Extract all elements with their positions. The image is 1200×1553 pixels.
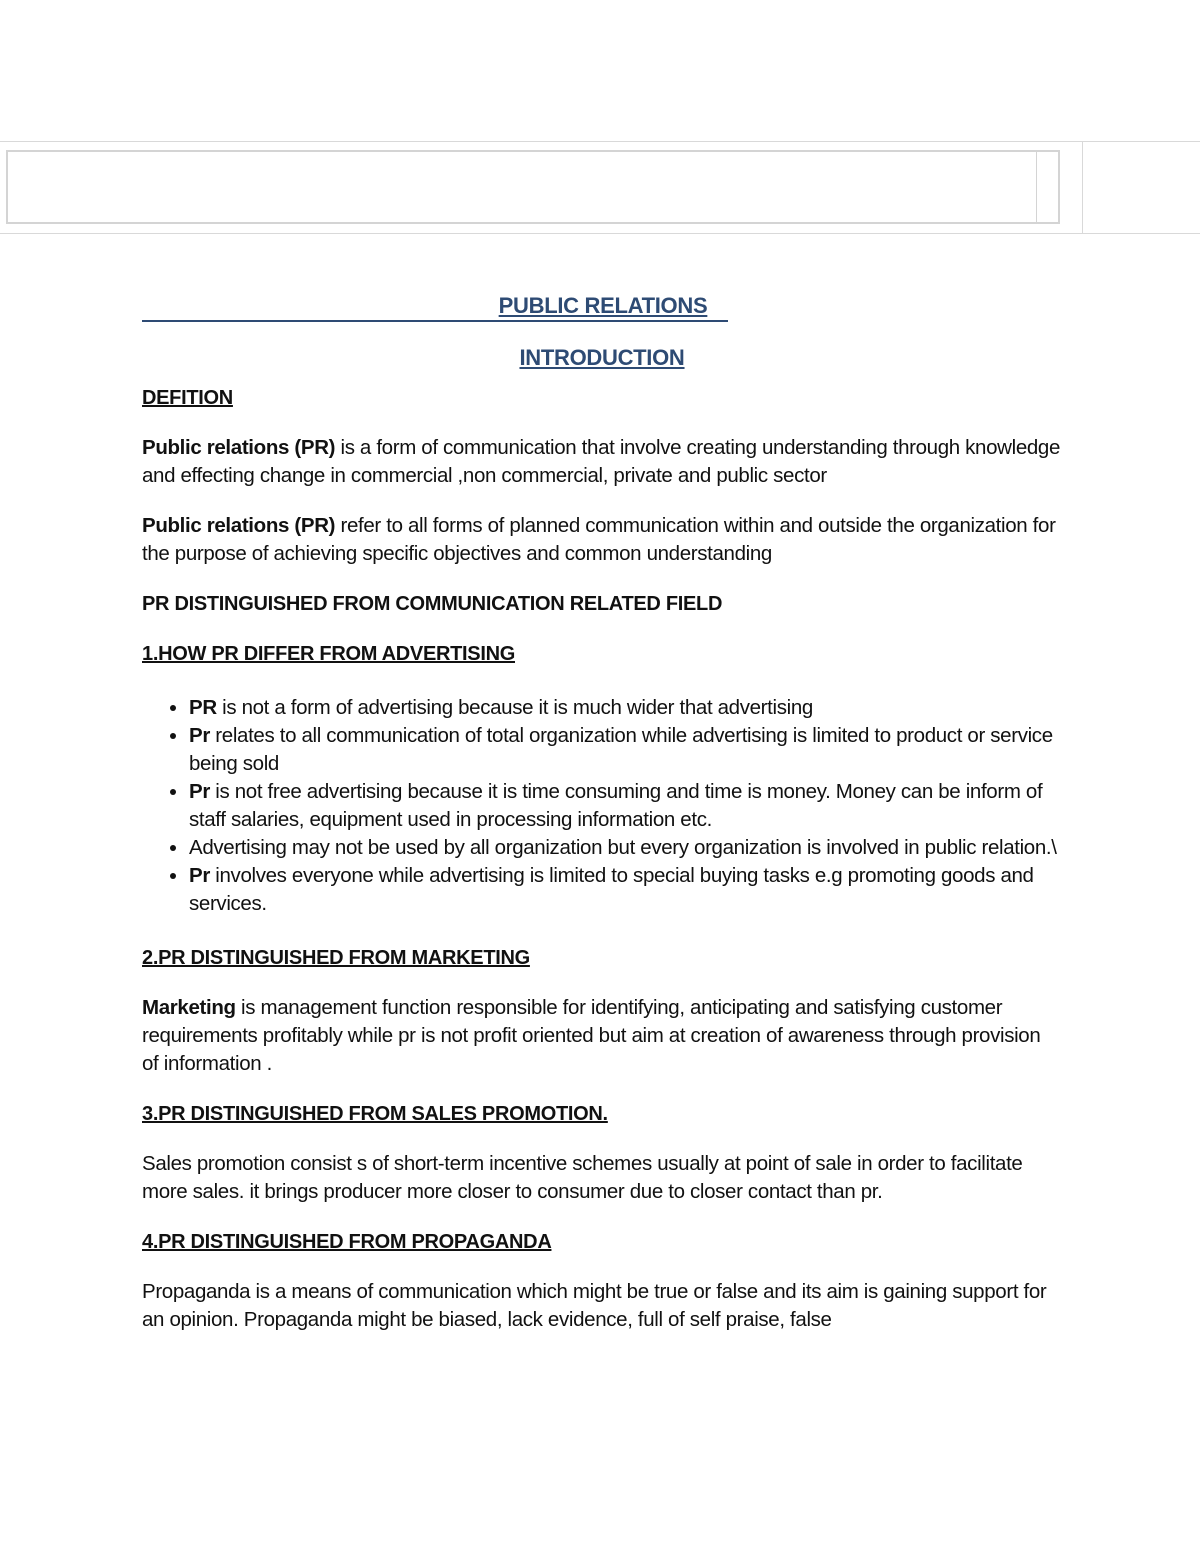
- advertising-heading: 1.HOW PR DIFFER FROM ADVERTISING: [142, 643, 515, 665]
- list-item: [189, 694, 1062, 722]
- bullet-lead: Pr: [189, 864, 210, 887]
- bullet-text: involves everyone while advertising is limited to special buying tasks e.g promoting goods and services.: [189, 864, 1034, 915]
- propaganda-heading: 4.PR DISTINGUISHED FROM PROPAGANDA: [142, 1231, 552, 1253]
- header-top-rule: [0, 141, 1200, 142]
- header-bottom-rule: [0, 233, 1200, 234]
- list-item: [189, 778, 1062, 834]
- bullet-lead: PR: [189, 696, 217, 719]
- bullet-text: Advertising may not be used by all organization but every organization is involved in public relation.\: [189, 836, 1057, 859]
- distinguished-heading: PR DISTINGUISHED FROM COMMUNICATION RELATED FIELD: [142, 593, 723, 615]
- bullet-text: is not free advertising because it is time consuming and time is money. Money can be inform of staff salaries, equipment used in processing information etc.: [189, 780, 1043, 831]
- document-body: [142, 292, 1062, 1334]
- bullet-text: relates to all communication of total organization while advertising is limited to product or service being sold: [189, 724, 1053, 775]
- propaganda-paragraph: Propaganda is a means of communication which might be true or false and its aim is gaining support for an opinion. Propaganda might be biased, lack evidence, full of self praise, false: [142, 1280, 1047, 1331]
- bullet-text: is not a form of advertising because it is much wider that advertising: [216, 696, 813, 719]
- definition-term: Public relations (PR): [142, 436, 336, 459]
- title-rule: [142, 320, 728, 322]
- bullet-lead: Pr: [189, 724, 210, 747]
- document-title: PUBLIC RELATIONS: [498, 293, 708, 318]
- definition-text: refer to all forms of planned communication within and outside the organization for the purpose of achieving specific objectives and common understanding: [142, 514, 1056, 565]
- definition-heading: DEFITION: [142, 387, 233, 409]
- marketing-term: Marketing: [142, 996, 236, 1019]
- document-header-box: [6, 150, 1060, 224]
- marketing-text: is management function responsible for identifying, anticipating and satisfying customer requirements profitably while pr is not profit oriented but aim at creation of awareness through provision of information .: [142, 996, 1041, 1075]
- definition-paragraph-1: [142, 434, 1062, 490]
- marketing-paragraph: [142, 994, 1062, 1078]
- list-item: [189, 722, 1062, 778]
- introduction-heading: INTRODUCTION: [519, 345, 685, 370]
- title-block: [142, 292, 1062, 328]
- advertising-bullet-list: [142, 694, 1062, 918]
- header-inner-divider: [1036, 152, 1037, 222]
- marketing-heading: 2.PR DISTINGUISHED FROM MARKETING: [142, 947, 530, 969]
- definition-text: is a form of communication that involve creating understanding through knowledge and effecting change in commercial ,non commercial, private and public sector: [142, 436, 1061, 487]
- introduction-block: [142, 344, 1062, 378]
- definition-term: Public relations (PR): [142, 514, 336, 537]
- sales-promotion-paragraph: Sales promotion consist s of short-term incentive schemes usually at point of sale in order to facilitate more sales. it brings producer more closer to consumer due to closer contact than pr.: [142, 1152, 1023, 1203]
- header-column-divider: [1082, 142, 1083, 233]
- bullet-lead: Pr: [189, 780, 210, 803]
- list-item: [189, 862, 1062, 918]
- definition-paragraph-2: [142, 512, 1062, 568]
- sales-promotion-heading: 3.PR DISTINGUISHED FROM SALES PROMOTION.: [142, 1103, 608, 1125]
- list-item: [189, 834, 1062, 862]
